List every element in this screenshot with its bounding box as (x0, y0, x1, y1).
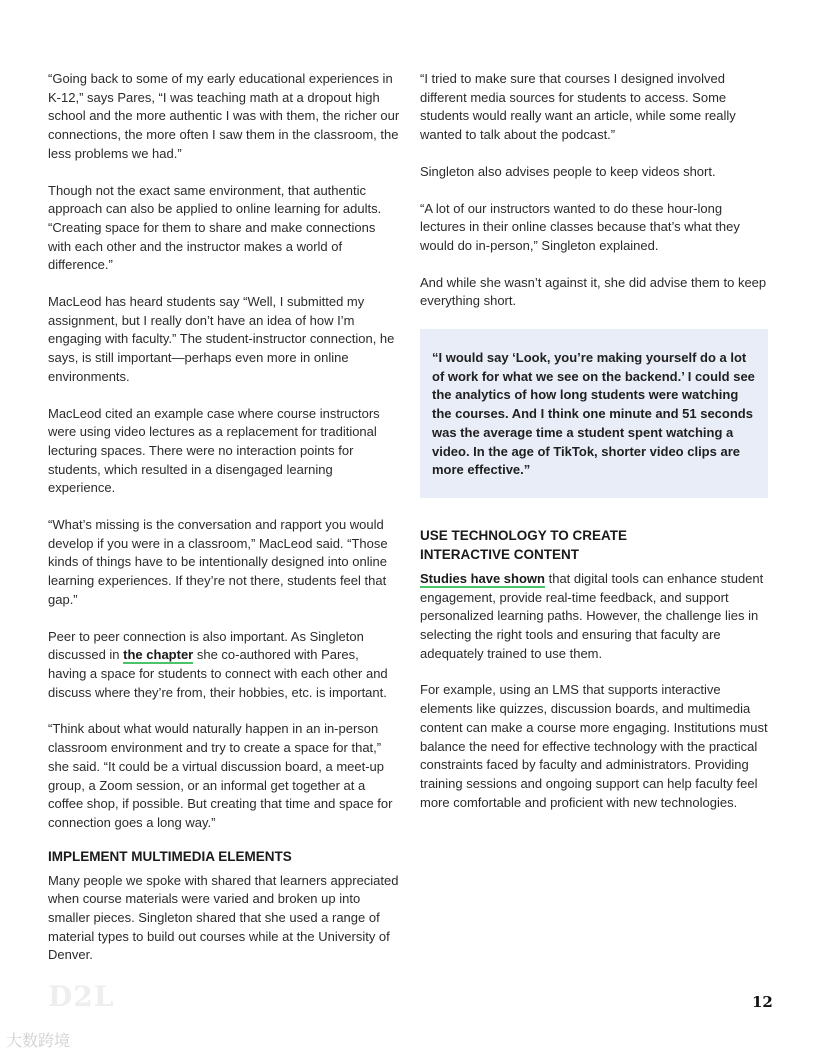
paragraph: “What’s missing is the conversation and rapport you would develop if you were in a classroom,” MacLeod said. “Those kinds of things have to be intentionally designed into online learning experiences. If they’re not there, students feel that gap.” (48, 517, 388, 607)
studies-have-shown-link[interactable]: Studies have shown (420, 570, 545, 586)
pull-quote: “I would say ‘Look, you’re making yourself do a lot of work for what we see on the backend.’ I could see the analytics of how long students were watching the courses. And I think one minute and 51 seconds was the average time a student spent watching a video. In the age of TikTok, shorter video clips are more effective.” (420, 329, 768, 498)
right-column (420, 70, 768, 830)
watermark: 大数跨境 (6, 1033, 71, 1050)
paragraph: And while she wasn’t against it, she did advise them to keep everything short. (420, 274, 767, 309)
heading-line: INTERACTIVE CONTENT (420, 546, 580, 562)
paragraph (420, 570, 768, 664)
left-column (48, 70, 400, 983)
paragraph: “I tried to make sure that courses I designed involved different media sources for students to access. Some students would really want an article, while some really wanted to talk about the podcast.” (420, 71, 736, 143)
paragraph (48, 628, 400, 703)
paragraph: MacLeod has heard students say “Well, I submitted my assignment, but I really don’t have an idea of how I’m engaging with faculty.” The student-instructor connection, he says, is still important—perhaps even more in online environments. (48, 294, 395, 384)
the-chapter-link[interactable]: the chapter (123, 647, 194, 663)
paragraph: For example, using an LMS that supports interactive elements like quizzes, discussion boards, and multimedia content can make a course more engaging. Institutions must balance the need for effective technology with the practical constraints faced by faculty and administrators. Providing training sessions and ongoing support can help faculty feel more comfortable and proficient with new technologies. (420, 682, 768, 810)
paragraph: Many people we spoke with shared that learners appreciated when course materials were varied and broken up into smaller pieces. Singleton shared that she used a range of material types to build out courses while at the University of Denver. (48, 872, 399, 963)
text: that digital tools can enhance student engagement, provide real-time feedback, and support personalized learning paths. However, the challenge lies in selecting the right tools and ensuring that faculty are adequately trained to use them. (420, 570, 764, 661)
page-number: 12 (752, 993, 773, 1011)
paragraph: “Think about what would naturally happen in an in-person classroom environment and try to create a space for that,” she said. “It could be a virtual discussion board, a meet-up group, a Zoom session, or an informal get together at a coffee shop, if possible. But creating that time and space for connection goes a long way.” (48, 721, 393, 830)
paragraph: Singleton also advises people to keep videos short. (420, 163, 716, 179)
paragraph: “A lot of our instructors wanted to do these hour-long lectures in their online classes because that’s what they would do in-person,” Singleton explained. (420, 200, 740, 253)
heading-line: USE TECHNOLOGY TO CREATE (420, 527, 628, 543)
text: Peer to peer connection is also important. As Singleton discussed in (48, 628, 364, 663)
d2l-logo: D2L (48, 980, 115, 1013)
section-heading-technology (420, 526, 768, 564)
paragraph: MacLeod cited an example case where course instructors were using video lectures as a replacement for traditional lecturing spaces. There were no interaction points for students, which resulted in a disengaged learning experience. (48, 405, 380, 496)
section-heading-multimedia: IMPLEMENT MULTIMEDIA ELEMENTS (48, 848, 292, 864)
paragraph: Though not the exact same environment, that authentic approach can also be applied to online learning for adults. “Creating space for them to share and make connections with each other and the instructor makes a world of difference.” (48, 182, 382, 273)
paragraph: “Going back to some of my early educational experiences in K-12,” says Pares, “I was teaching math at a dropout high school and the more authentic I was with them, the richer our connections, the more often I saw them in the classroom, the less problems we had.” (48, 71, 400, 161)
text: she co-authored with Pares, having a space for students to connect with each other and discuss where they’re from, their hobbies, etc. is important. (48, 647, 388, 700)
